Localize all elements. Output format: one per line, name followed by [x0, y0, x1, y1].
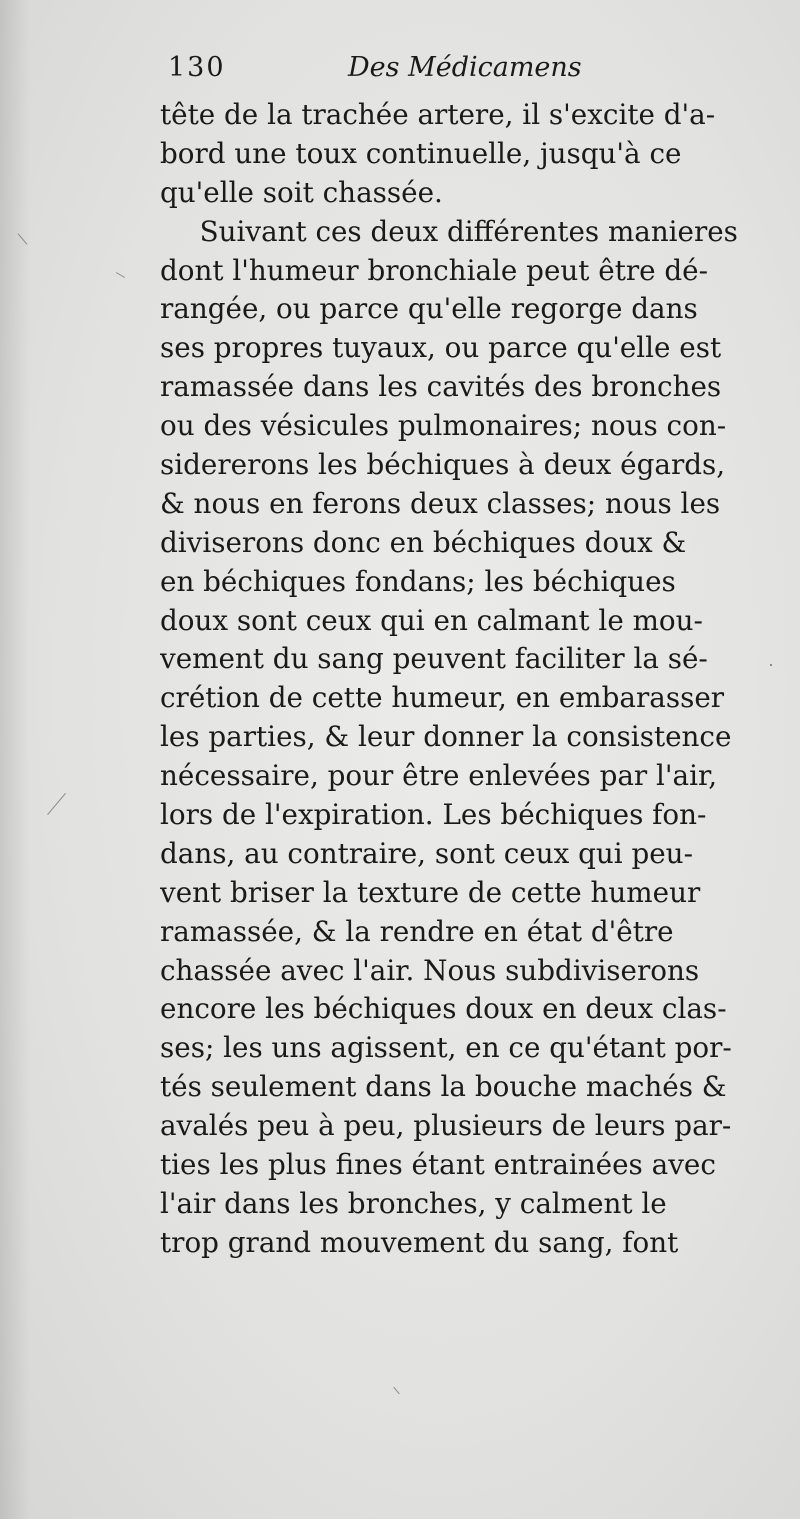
text-line: tés seulement dans la bouche machés & [160, 1070, 727, 1104]
text-line: crétion de cette humeur, en embarasser [160, 681, 725, 715]
text-line: l'air dans les bronches, y calment le [160, 1186, 667, 1220]
running-title: Des Médicamens [348, 52, 582, 83]
text-line: encore les béchiques doux en deux clas- [160, 992, 727, 1026]
text-line: les parties, & leur donner la consistence [160, 720, 732, 754]
text-line: diviserons donc en béchiques doux & [160, 525, 687, 559]
text-line: bord une toux continuelle, jusqu'à ce [160, 136, 682, 170]
page-header [168, 44, 588, 92]
text-line: avalés peu à peu, plusieurs de leurs par- [160, 1109, 732, 1143]
text-line: ties les plus fines étant entrainées avec [160, 1148, 716, 1182]
text-line: dans, au contraire, sont ceux qui peu- [160, 836, 693, 870]
text-line: rangée, ou parce qu'elle regorge dans [160, 292, 698, 326]
text-line: qu'elle soit chassée. [160, 175, 443, 209]
paper-speck [47, 793, 66, 815]
text-line: ses; les uns agissent, en ce qu'étant por- [160, 1031, 732, 1065]
text-line: dont l'humeur bronchiale peut être dé- [160, 253, 709, 287]
body-text [160, 96, 760, 1263]
text-line: ses propres tuyaux, ou parce qu'elle est [160, 331, 722, 365]
text-line: nécessaire, pour être enlevées par l'air, [160, 759, 718, 793]
text-line: chassée avec l'air. Nous subdiviserons [160, 953, 700, 987]
page-number: 130 [168, 52, 226, 83]
paper-speck [393, 1387, 400, 1395]
text-line: vement du sang peuvent faciliter la sé- [160, 642, 708, 676]
text-line: & nous en ferons deux classes; nous les [160, 486, 721, 520]
paragraph-start-line: Suivant ces deux différentes manieres [199, 214, 738, 248]
text-line: ramassée, & la rendre en état d'être [160, 914, 674, 948]
text-line: vent briser la texture de cette humeur [160, 875, 701, 909]
text-line: tête de la trachée artere, il s'excite d'a- [160, 98, 716, 131]
paper-speck [770, 664, 772, 666]
text-line: trop grand mouvement du sang, font [160, 1225, 679, 1259]
text-line: ou des vésicules pulmonaires; nous con- [160, 409, 727, 443]
text-line: sidererons les béchiques à deux égards, [160, 448, 726, 482]
text-line: lors de l'expiration. Les béchiques fon- [160, 798, 707, 832]
gutter-shadow [0, 0, 30, 1519]
text-line: ramassée dans les cavités des bronches [160, 370, 722, 404]
paper-speck [116, 272, 125, 278]
text-line: doux sont ceux qui en calmant le mou- [160, 603, 703, 637]
text-line: en béchiques fondans; les béchiques [160, 564, 676, 598]
